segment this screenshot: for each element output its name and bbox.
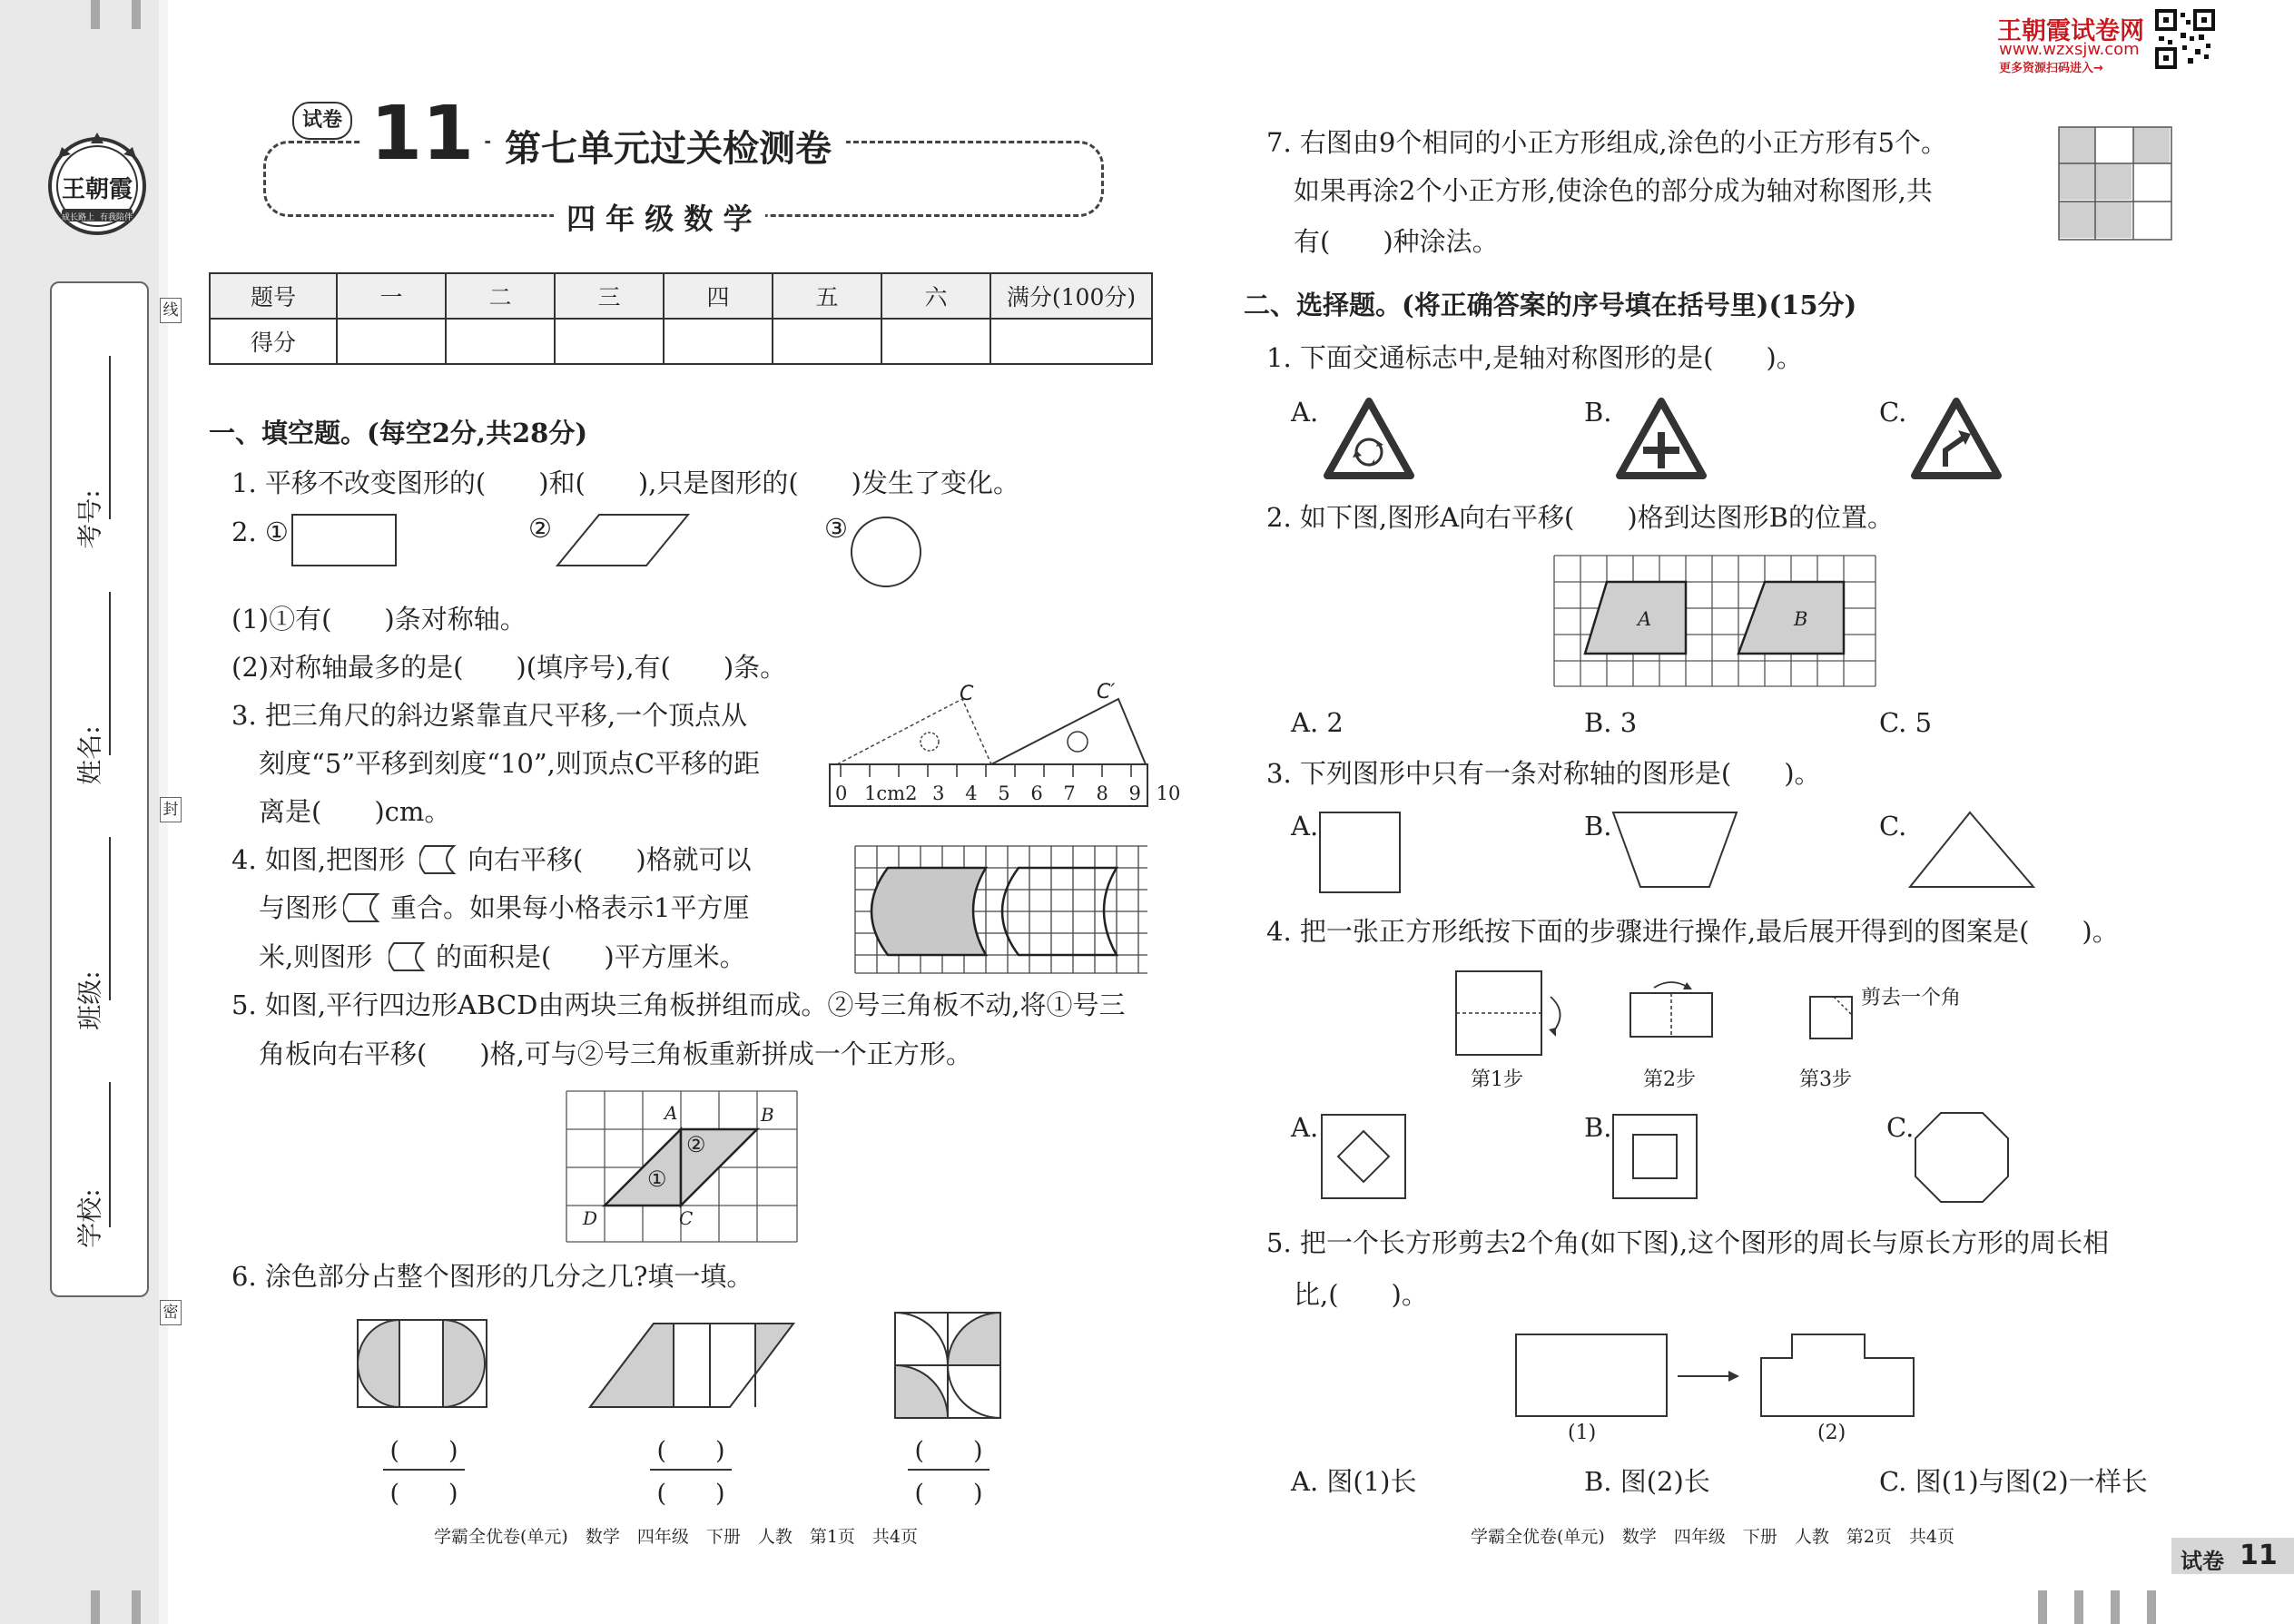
denominator-blank: ( )	[389, 1480, 458, 1508]
s1-q2-2: (2)对称轴最多的是( )(填序号),有( )条。	[231, 652, 787, 683]
brand-url: www.wzxsjw.com	[1999, 40, 2140, 59]
score-head-4: 四	[664, 273, 773, 319]
brand-logo	[44, 127, 151, 245]
opt-b[interactable]: B.	[1584, 397, 1612, 428]
s1-q4-line2b: 重合。如果每小格表示1平方厘	[390, 892, 750, 923]
school-label: 学校:	[74, 1188, 105, 1248]
numerator-blank: ( )	[389, 1437, 458, 1465]
brand-name: 王朝霞试卷网	[1997, 17, 2144, 45]
s2-q5-line1: 5. 把一个长方形剪去2个角(如下图),这个图形的周长与原长方形的周长相	[1266, 1227, 2110, 1258]
step-2-label: 第2步	[1643, 1068, 1696, 1091]
score-head-2: 二	[446, 273, 555, 319]
s1-q2-1: (1)①有( )条对称轴。	[231, 604, 527, 635]
numerator-blank: ( )	[656, 1437, 725, 1465]
score-cell[interactable]	[664, 319, 773, 364]
q4-grid-figure	[852, 842, 1151, 977]
fraction-blank-3[interactable]	[899, 1431, 999, 1509]
edge-bar	[2038, 1590, 2047, 1624]
ruler-tick-label: 8	[1096, 782, 1108, 804]
triangle-option	[1908, 811, 2037, 891]
q5-label-two: ②	[686, 1132, 706, 1157]
parallelogram-figure	[556, 513, 692, 569]
edge-bar	[2147, 1590, 2156, 1624]
class-label: 班级:	[74, 970, 105, 1030]
s2-q1: 1. 下面交通标志中,是轴对称图形的是( )。	[1266, 342, 1803, 373]
score-cell[interactable]	[446, 319, 555, 364]
s1-q5-line1: 5. 如图,平行四边形ABCD由两块三角板拼组而成。②号三角板不动,将①号三	[231, 989, 1126, 1020]
exam-no-line	[109, 356, 111, 519]
score-table	[209, 272, 1153, 365]
score-head-6: 六	[881, 273, 990, 319]
name-line	[109, 592, 111, 755]
s1-q3-line1: 3. 把三角尺的斜边紧靠直尺平移,一个顶点从	[231, 700, 748, 731]
s1-q5-line2: 角板向右平移( )格,可与②号三角板重新拼成一个正方形。	[259, 1038, 972, 1069]
s2-q3: 3. 下列图形中只有一条对称轴的图形是( )。	[1266, 758, 1821, 789]
ruler-tick-label: 5	[998, 782, 1010, 804]
q5-label-c: C	[679, 1207, 694, 1229]
trapezoid-option	[1611, 811, 1740, 891]
ruler-label-c: C	[960, 683, 974, 705]
s2-q4: 4. 把一张正方形纸按下面的步骤进行操作,最后展开得到的图案是( )。	[1266, 916, 2119, 947]
ruler-tick-label: 7	[1063, 782, 1076, 804]
logo-motto-left: 成长路上	[62, 213, 95, 222]
s1-q4-line3b: 的面积是( )平方厘米。	[436, 941, 746, 972]
opt-b[interactable]: B.	[1584, 1112, 1612, 1143]
step-1-label: 第1步	[1471, 1068, 1523, 1091]
score-head-5: 五	[773, 273, 881, 319]
q7-line3: 有( )种涂法。	[1294, 226, 1499, 257]
paper-badge: 试卷	[292, 102, 352, 140]
seal-mark-secret: 密	[160, 1300, 182, 1325]
ruler-ticks	[835, 782, 1180, 804]
shape-label-a: A	[1638, 608, 1652, 630]
s2-q5-opt-b[interactable]: B. 图(2)长	[1584, 1466, 1710, 1497]
q5-label-b: B	[761, 1104, 774, 1126]
q6-figure-3	[893, 1311, 1004, 1420]
s2-q5-opt-c[interactable]: C. 图(1)与图(2)一样长	[1879, 1466, 2148, 1497]
section2-title: 二、选择题。(将正确答案的序号填在括号里)(15分)	[1244, 290, 1857, 320]
step-3-label: 第3步	[1799, 1068, 1852, 1091]
numerator-blank: ( )	[914, 1437, 983, 1465]
crescent-shape-icon	[343, 892, 385, 923]
brand-tagline: 更多资源扫码进入→	[1999, 62, 2103, 75]
fraction-blank-2[interactable]	[641, 1431, 741, 1509]
rectangle-figure	[290, 513, 399, 569]
s2-q2: 2. 如下图,图形A向右平移( )格到达图形B的位置。	[1266, 502, 1894, 533]
score-cell[interactable]	[881, 319, 990, 364]
name-label: 姓名:	[74, 725, 105, 785]
s1-q4-line1b: 向右平移( )格就可以	[468, 844, 752, 875]
ruler-tick-label: 3	[932, 782, 945, 804]
section1-title: 一、填空题。(每空2分,共28分)	[209, 418, 588, 448]
paper-title: 第七单元过关检测卷	[490, 120, 846, 172]
square-option	[1318, 811, 1403, 896]
s1-q4-line2a: 与图形	[259, 892, 339, 923]
q6-figure-2	[588, 1322, 795, 1409]
s1-q3-line3: 离是( )cm。	[259, 796, 451, 827]
footer-left: 学霸全优卷(单元) 数学 四年级 下册 人教 第1页 共4页	[434, 1527, 919, 1547]
s2-q5-figures	[1514, 1333, 1918, 1420]
q5-label-one: ①	[647, 1166, 667, 1192]
seal-mark-seal: 封	[160, 797, 182, 822]
ruler-tick-label: 0	[835, 782, 848, 804]
score-cell[interactable]	[555, 319, 664, 364]
unfold-option-c	[1914, 1111, 2010, 1204]
s1-q6: 6. 涂色部分占整个图形的几分之几?填一填。	[231, 1261, 753, 1292]
s1-q2-label3: ③	[824, 513, 848, 544]
denominator-blank: ( )	[656, 1480, 725, 1508]
ruler-tick-label: 9	[1128, 782, 1141, 804]
s1-q4-line3a: 米,则图形	[259, 941, 373, 972]
edge-bar	[132, 0, 141, 29]
footer-right: 学霸全优卷(单元) 数学 四年级 下册 人教 第2页 共4页	[1471, 1527, 1955, 1547]
s1-q2-label2: ②	[528, 513, 552, 544]
q5-label-a: A	[665, 1102, 678, 1124]
opt-c[interactable]: C.	[1879, 811, 1907, 842]
fold-step-3-figure	[1807, 991, 1861, 1042]
s1-q4-line1a: 4. 如图,把图形	[231, 844, 406, 875]
ruler-tick-label: 1cm2	[864, 782, 918, 804]
crescent-shape-icon	[419, 844, 461, 875]
edge-bar	[132, 1590, 141, 1624]
paper-subtitle: 四 年 级 数 学	[554, 196, 765, 238]
paper-tag	[2171, 1538, 2294, 1574]
ruler-tick-label: 10	[1156, 782, 1181, 804]
edge-bar	[91, 0, 100, 29]
q7-line2: 如果再涂2个小正方形,使涂色的部分成为轴对称图形,共	[1294, 175, 1933, 206]
unfold-option-a	[1320, 1113, 1409, 1202]
score-cell[interactable]	[773, 319, 881, 364]
s1-q2-prefix: 2. ①	[231, 517, 289, 547]
opt-a[interactable]: A.	[1291, 1112, 1319, 1143]
class-line	[109, 837, 111, 1000]
ruler-tick-label: 4	[965, 782, 978, 804]
s1-q3-line2: 刻度“5”平移到刻度“10”,则顶点C平移的距	[259, 748, 761, 779]
score-head-3: 三	[555, 273, 664, 319]
paper-number: 11	[361, 91, 483, 177]
fig-2-label: (2)	[1817, 1422, 1846, 1444]
seal-mark-line: 线	[160, 298, 182, 323]
opt-b[interactable]: B.	[1584, 811, 1612, 842]
fraction-blank-1[interactable]	[374, 1431, 474, 1509]
opt-a[interactable]: A.	[1291, 811, 1319, 842]
q6-figure-1	[356, 1318, 490, 1411]
s2-q2-opt-b[interactable]: B. 3	[1584, 707, 1638, 738]
s1-q1: 1. 平移不改变图形的( )和( ),只是图形的( )发生了变化。	[231, 468, 1019, 498]
shape-label-b: B	[1794, 608, 1808, 630]
ruler-label-c2: C′	[1097, 681, 1116, 704]
q5-label-d: D	[583, 1207, 598, 1229]
opt-c[interactable]: C.	[1886, 1112, 1915, 1143]
score-label: 得分	[210, 319, 337, 364]
s2-q2-opt-c[interactable]: C. 5	[1879, 707, 1933, 738]
s2-q2-opt-a[interactable]: A. 2	[1291, 707, 1344, 738]
score-cell[interactable]	[990, 319, 1152, 364]
fig-1-label: (1)	[1568, 1422, 1597, 1444]
paper-tag-label: 试卷	[2181, 1549, 2224, 1574]
edge-bar	[91, 1590, 100, 1624]
q7-grid-figure	[2057, 125, 2173, 241]
qr-code-icon[interactable]	[2155, 9, 2215, 69]
unfold-option-b	[1611, 1113, 1700, 1202]
student-info-seal	[50, 281, 149, 1297]
opt-a[interactable]: A.	[1291, 397, 1319, 428]
s2-q5-line2: 比,( )。	[1294, 1279, 1428, 1310]
score-cell[interactable]	[337, 319, 446, 364]
school-line	[109, 1082, 111, 1227]
logo-motto-right: 有我陪伴	[100, 213, 133, 222]
logo-text: 王朝霞	[61, 176, 133, 203]
edge-bar	[2111, 1590, 2120, 1624]
ruler-tick-label: 6	[1030, 782, 1043, 804]
traffic-sign-roundabout-icon	[1324, 398, 1414, 479]
traffic-sign-crossroad-icon	[1616, 398, 1707, 479]
opt-c[interactable]: C.	[1879, 397, 1907, 428]
s2-q2-grid-figure	[1552, 554, 1879, 688]
denominator-blank: ( )	[914, 1480, 983, 1508]
circle-figure	[849, 515, 923, 589]
exam-no-label: 考号:	[74, 489, 105, 549]
crescent-shape-icon	[389, 941, 430, 972]
s2-q5-opt-a[interactable]: A. 图(1)长	[1291, 1466, 1417, 1497]
score-head-1: 一	[337, 273, 446, 319]
score-head-0: 题号	[210, 273, 337, 319]
edge-bar	[2074, 1590, 2083, 1624]
fold-step-2-figure	[1627, 979, 1718, 1042]
traffic-sign-turn-icon	[1911, 398, 2002, 479]
fold-step-1-figure	[1454, 969, 1572, 1058]
cut-corner-note: 剪去一个角	[1861, 987, 1962, 1009]
paper-tag-number: 11	[2240, 1540, 2278, 1571]
score-head-total: 满分(100分)	[990, 273, 1152, 319]
q7-line1: 7. 右图由9个相同的小正方形组成,涂色的小正方形有5个。	[1266, 127, 1948, 158]
